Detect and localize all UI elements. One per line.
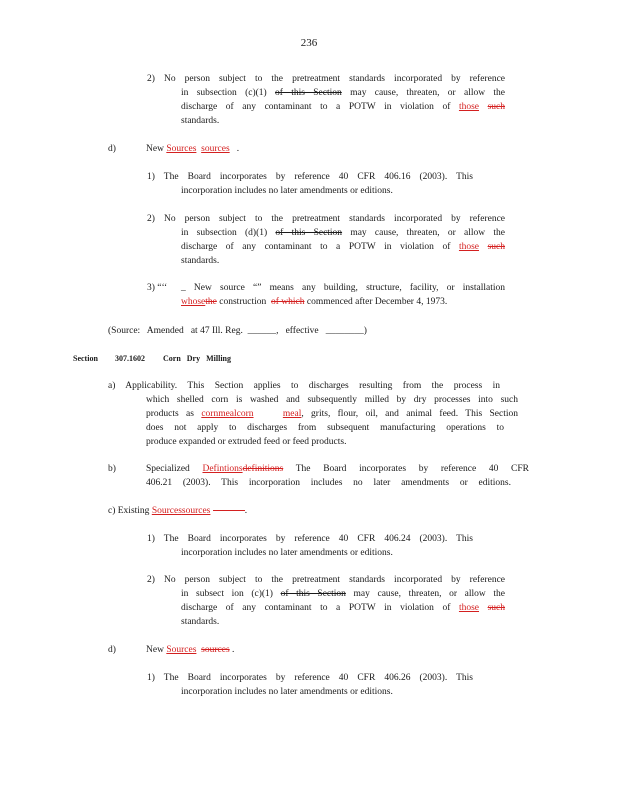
section-number: 307.1602 xyxy=(115,354,145,363)
inserted-text: meal xyxy=(282,409,302,419)
a-line-5: produce expanded or extruded feed or feed products. xyxy=(146,437,347,447)
inserted-text: Sources xyxy=(166,144,197,154)
subsection-c-heading: c) Existing Sourcessources . xyxy=(108,506,248,516)
subsection-d-heading: New Sources sources . xyxy=(146,144,240,154)
deleted-text: such xyxy=(487,102,506,112)
d1b-line-1: 1) The Board incorporates by reference 40 CFR 406.26 (2003). This xyxy=(147,673,473,683)
deleted-text: of this Section xyxy=(275,88,342,98)
inserted-text: those xyxy=(458,242,480,252)
c1-line-2: incorporation includes no later amendments or editions. xyxy=(181,548,393,558)
a-line-1: a) Applicability. This Section applies to discharges resulting from the process in xyxy=(108,381,500,391)
inserted-text: Sources xyxy=(151,506,182,516)
a-line-2: which shelled corn is washed and subsequently milled by dry processes into such xyxy=(146,395,518,405)
deleted-text: of which xyxy=(270,297,305,307)
c2-line-2: in subsect ion (c)(1) of this Section may cause, threaten, or allow the xyxy=(181,589,505,599)
deleted-text: sources xyxy=(201,645,230,655)
deleted-text: definitions xyxy=(242,464,284,474)
source-note: (Source: Amended at 47 Ill. Reg. ______, effective ________) xyxy=(108,326,367,336)
inserted-text: those xyxy=(458,603,480,613)
inserted-text: Sources xyxy=(166,645,197,655)
subsection-d2-heading: New Sources sources . xyxy=(146,645,235,655)
item-2-line-3: discharge of any contaminant to a POTW in violation of those such xyxy=(181,102,506,112)
d3-line-2: whosethe construction of which commenced after December 4, 1973. xyxy=(181,297,448,307)
subsection-b-label: b) xyxy=(108,464,116,474)
deleted-text: of this Section xyxy=(275,228,343,238)
c2-line-1: 2) No person subject to the pretreatment standards incorporated by reference xyxy=(147,575,505,585)
deleted-text: such xyxy=(487,603,506,613)
d2-line-3: discharge of any contaminant to a POTW in violation of those such xyxy=(181,242,506,252)
deleted-text: of this Section xyxy=(280,589,346,599)
section-label: Section xyxy=(73,354,98,363)
a-line-4: does not apply to discharges from subsequent manufacturing operations to xyxy=(146,423,504,433)
inserted-text: those xyxy=(458,102,480,112)
item-2-line-2: in subsection (c)(1) of this Section may cause, threaten, or allow the xyxy=(181,88,506,98)
deleted-text: such xyxy=(487,242,506,252)
d3-line-1: _ New source “” means any building, structure, facility, or installation xyxy=(181,283,505,293)
inserted-text: sources xyxy=(181,506,211,516)
deleted-text xyxy=(213,510,245,511)
c2-line-3: discharge of any contaminant to a POTW in violation of those such xyxy=(181,603,506,613)
d2-line-4: standards. xyxy=(181,256,220,266)
d2-line-1: 2) No person subject to the pretreatment standards incorporated by reference xyxy=(147,214,505,224)
inserted-text: cornmeal xyxy=(201,409,237,419)
item-2-line-4: standards. xyxy=(181,116,220,126)
inserted-text: sources xyxy=(201,144,230,154)
subsection-d2-label: d) xyxy=(108,645,116,655)
item-2-line-1: 2) No person subject to the pretreatment standards incorporated by reference xyxy=(147,74,505,84)
d1-line-2: incorporation includes no later amendments or editions. xyxy=(181,186,393,196)
subsection-d-label: d) xyxy=(108,144,116,154)
inserted-text: Defintions xyxy=(202,464,243,474)
deleted-text: the xyxy=(205,297,217,307)
inserted-text: corn xyxy=(236,409,254,419)
c1-line-1: 1) The Board incorporates by reference 40 CFR 406.24 (2003). This xyxy=(147,534,473,544)
d3-number: 3) “‘‘ xyxy=(147,283,168,293)
inserted-text: whose xyxy=(181,297,206,307)
d2-line-2: in subsection (d)(1) of this Section may cause, threaten, or allow the xyxy=(181,228,506,238)
page-number: 236 xyxy=(300,37,318,49)
a-line-3: products as cornmealcorn meal, grits, flour, oil, and animal feed. This Section xyxy=(146,409,519,419)
section-title: Corn Dry Milling xyxy=(163,354,231,363)
b-line-2: 406.21 (2003). This incorporation includes no later amendments or editions. xyxy=(146,478,511,488)
c2-line-4: standards. xyxy=(181,617,220,627)
d1b-line-2: incorporation includes no later amendments or editions. xyxy=(181,687,393,697)
b-line-1: Specialized Defintionsdefinitions The Board incorporates by reference 40 CFR xyxy=(146,464,530,474)
d1-line-1: 1) The Board incorporates by reference 40 CFR 406.16 (2003). This xyxy=(147,172,473,182)
